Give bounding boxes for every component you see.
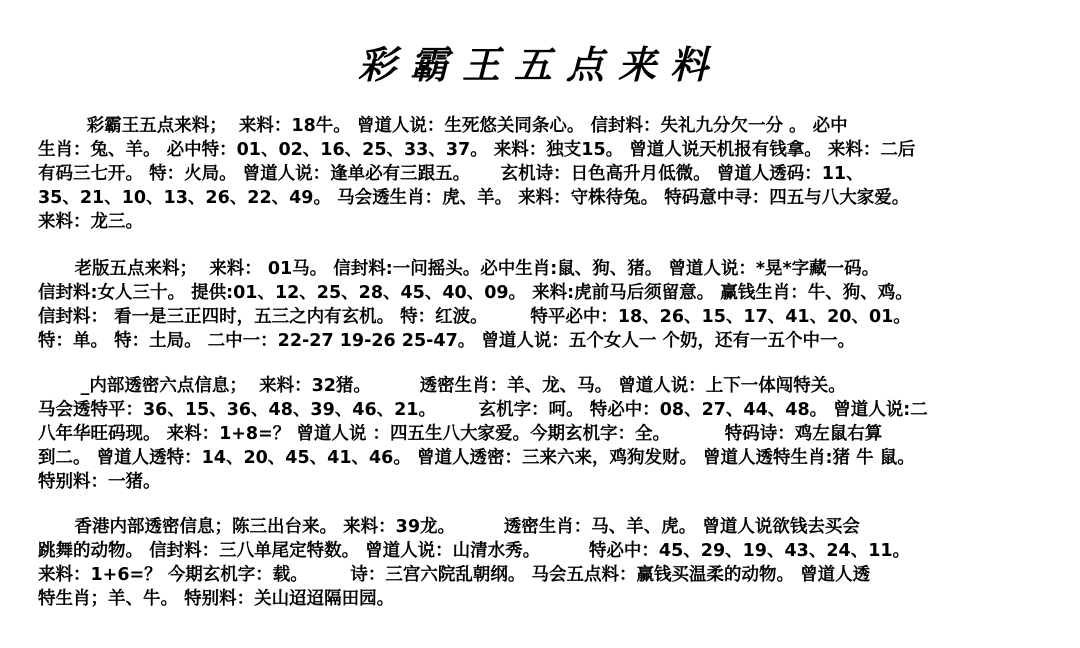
text-line: 香港内部透密信息；陈三出台来。 来料：39龙。 透密生肖：马、羊、虎。 曾道人说欲钱去买会 — [38, 517, 860, 537]
text-line: 到二。 曾道人透特：14、20、45、41、46。 曾道人透密：三来六来，鸡狗发财。 曾道人透特生肖:猪 牛 鼠。 — [38, 448, 915, 468]
text-line: 生肖：兔、羊。 必中特：01、02、16、25、33、37。 来料：独支15。 曾道人说天机报有钱拿。 来料：二后 — [38, 140, 916, 160]
text-line: 来料：龙三。 — [38, 212, 143, 232]
page-title: 彩霸王五点来料 — [357, 42, 722, 87]
text-line: 八年华旺码现。 来料：1+8=？ 曾道人说 ：四五生八大家爱。今期玄机字：全。 特码诗：鸡左鼠右算 — [38, 424, 883, 444]
text-line: 特：单。 特：土局。 二中一：22-27 19-26 25-47。 曾道人说：五个女人一 个奶，还有一五个中一。 — [38, 331, 855, 351]
text-line: 有码三七开。 特：火局。 曾道人说：逢单必有三跟五。 玄机诗：日色高升月低微。 曾道人透码：11、 — [38, 164, 864, 184]
text-line: 来料：1+6=？ 今期玄机字：载。 诗：三宫六院乱朝纲。 马会五点料：赢钱买温柔的动物。 曾道人透 — [38, 565, 871, 585]
text-line: 信封料:女人三十。 提供:01、12、25、28、45、40、09。 来料:虎前马后须留意。 赢钱生肖：牛、狗、鸡。 — [38, 283, 913, 303]
text-line: 特生肖；羊、牛。 特别料：关山迢迢隔田园。 — [38, 589, 395, 609]
text-line: 信封料： 看一是三正四时，五三之内有玄机。 特：红波。 特平必中：18、26、15、17、41、20、01。 — [38, 307, 911, 327]
paragraph-neibu-toumi — [38, 374, 1048, 494]
paragraph-laoban — [38, 257, 1048, 353]
text-line: 跳舞的动物。 信封料：三八单尾定特数。 曾道人说：山清水秀。 特必中：45、29、19、43、24、11。 — [38, 541, 911, 561]
text-line: 彩霸王五点来料； 来料：18牛。 曾道人说：生死悠关同条心。 信封料：失礼九分欠一分 。 必中 — [38, 116, 848, 136]
text-line: 特别料：一猪。 — [38, 472, 161, 492]
text-line: _内部透密六点信息； 来料：32猪。 透密生肖：羊、龙、马。 曾道人说：上下一体闯特关。 — [38, 376, 846, 396]
text-line: 35、21、10、13、26、22、49。 马会透生肖：虎、羊。 来料：守株待兔。 特码意中寻：四五与八大家爱。 — [38, 188, 910, 208]
paragraph-caibawang — [38, 114, 1048, 234]
text-line: 老版五点来料； 来料： 01马。 信封料:一问摇头。必中生肖:鼠、狗、猪。 曾道人说：*晃*字藏一码。 — [38, 259, 880, 279]
paragraph-xianggang — [38, 515, 1048, 611]
text-line: 马会透特平：36、15、36、48、39、46、21。 玄机字：呵。 特必中：08、27、44、48。 曾道人说:二 — [38, 400, 928, 420]
